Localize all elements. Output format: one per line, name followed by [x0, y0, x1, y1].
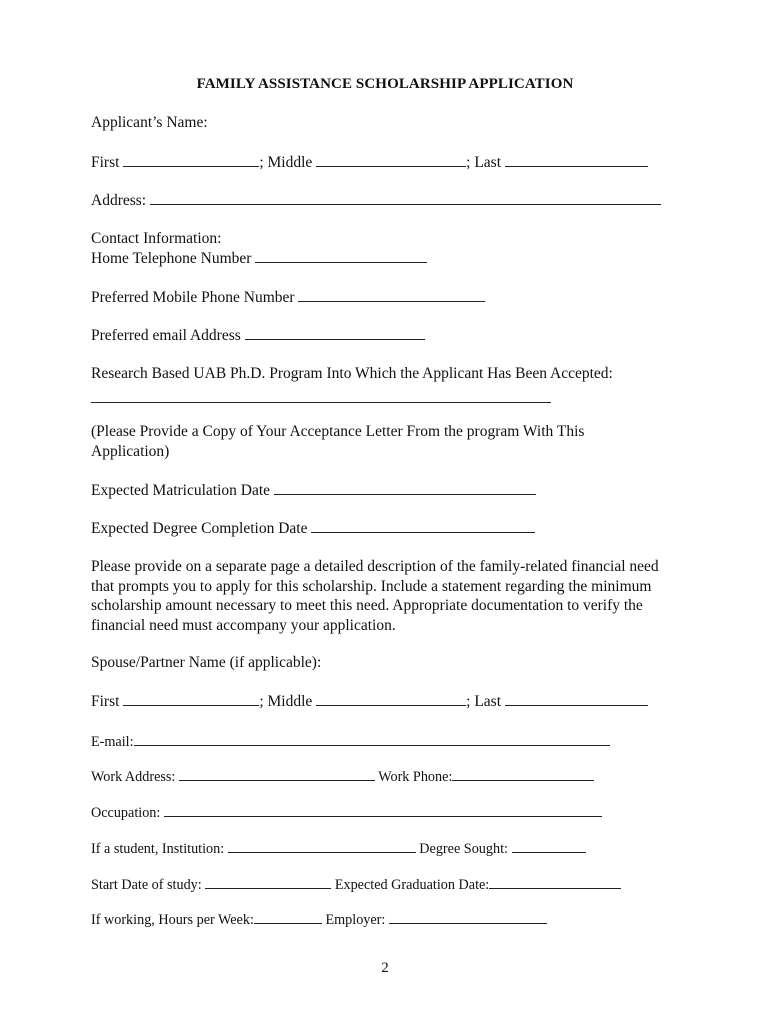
- mobile-label: Preferred Mobile Phone Number: [91, 289, 295, 306]
- spouse-middle-field[interactable]: [316, 691, 466, 706]
- address-row: [91, 190, 661, 211]
- study-dates-row: [91, 874, 621, 895]
- hours-label: If working, Hours per Week:: [91, 912, 254, 928]
- address-field[interactable]: [150, 190, 661, 205]
- spouse-middle-label: ; Middle: [259, 693, 313, 710]
- matriculation-row: [91, 480, 536, 501]
- applicant-name-row: [91, 152, 648, 173]
- spouse-email-row: [91, 731, 610, 752]
- degree-field[interactable]: [512, 838, 586, 853]
- contact-heading: Contact Information:: [91, 230, 222, 247]
- employer-label: Employer:: [325, 912, 386, 928]
- work-address-field[interactable]: [179, 766, 375, 781]
- mobile-field[interactable]: [298, 287, 485, 302]
- acceptance-letter-note: (Please Provide a Copy of Your Acceptance Letter From the program With This Application): [91, 423, 585, 460]
- spouse-first-field[interactable]: [123, 691, 259, 706]
- degree-label: Degree Sought:: [419, 841, 508, 857]
- occupation-field[interactable]: [164, 802, 602, 817]
- first-label: First: [91, 154, 120, 171]
- spouse-heading: Spouse/Partner Name (if applicable):: [91, 654, 322, 671]
- work-address-label: Work Address:: [91, 769, 176, 785]
- applicant-first-field[interactable]: [123, 152, 259, 167]
- matriculation-label: Expected Matriculation Date: [91, 482, 271, 499]
- spouse-first-label: First: [91, 693, 120, 710]
- start-date-label: Start Date of study:: [91, 877, 202, 893]
- completion-label: Expected Degree Completion Date: [91, 520, 308, 537]
- spouse-last-label: ; Last: [466, 693, 502, 710]
- employer-field[interactable]: [389, 909, 547, 924]
- completion-row: [91, 518, 535, 539]
- applicant-last-field[interactable]: [505, 152, 648, 167]
- work-hours-row: [91, 909, 547, 930]
- matriculation-field[interactable]: [274, 480, 536, 495]
- occupation-label: Occupation:: [91, 805, 161, 821]
- completion-field[interactable]: [311, 518, 535, 533]
- email-label: Preferred email Address: [91, 327, 241, 344]
- spouse-email-field[interactable]: [134, 731, 610, 746]
- address-label: Address:: [91, 192, 147, 209]
- program-field[interactable]: [91, 402, 551, 403]
- mobile-row: [91, 287, 485, 308]
- hours-field[interactable]: [254, 909, 322, 924]
- work-phone-field[interactable]: [452, 766, 594, 781]
- applicant-middle-field[interactable]: [316, 152, 466, 167]
- home-phone-field[interactable]: [255, 248, 427, 263]
- form-title: FAMILY ASSISTANCE SCHOLARSHIP APPLICATION: [196, 76, 574, 92]
- home-phone-label: Home Telephone Number: [91, 250, 252, 267]
- institution-row: [91, 838, 586, 859]
- page-number: 2: [381, 960, 389, 976]
- graduation-date-field[interactable]: [489, 874, 621, 889]
- home-phone-row: [91, 248, 427, 269]
- program-question: Research Based UAB Ph.D. Program Into Which the Applicant Has Been Accepted:: [91, 365, 613, 382]
- financial-need-paragraph: Please provide on a separate page a detailed description of the family-related financial need that prompts you to apply for this scholarship. Include a statement regarding the minimum scholarship amount necessary to meet this need. Appropriate documentation to verify the financial need must accompany your application.: [91, 558, 659, 634]
- email-row: [91, 325, 425, 346]
- graduation-date-label: Expected Graduation Date:: [334, 877, 490, 893]
- applicant-name-heading: Applicant’s Name:: [91, 114, 208, 131]
- email-field[interactable]: [245, 325, 425, 340]
- start-date-field[interactable]: [205, 874, 331, 889]
- spouse-email-label: E-mail:: [91, 734, 134, 750]
- work-row: [91, 766, 594, 787]
- occupation-row: [91, 802, 602, 823]
- work-phone-label: Work Phone:: [378, 769, 453, 785]
- institution-field[interactable]: [228, 838, 416, 853]
- institution-label: If a student, Institution:: [91, 841, 225, 857]
- middle-label: ; Middle: [259, 154, 313, 171]
- spouse-last-field[interactable]: [505, 691, 648, 706]
- spouse-name-row: [91, 691, 648, 712]
- last-label: ; Last: [466, 154, 502, 171]
